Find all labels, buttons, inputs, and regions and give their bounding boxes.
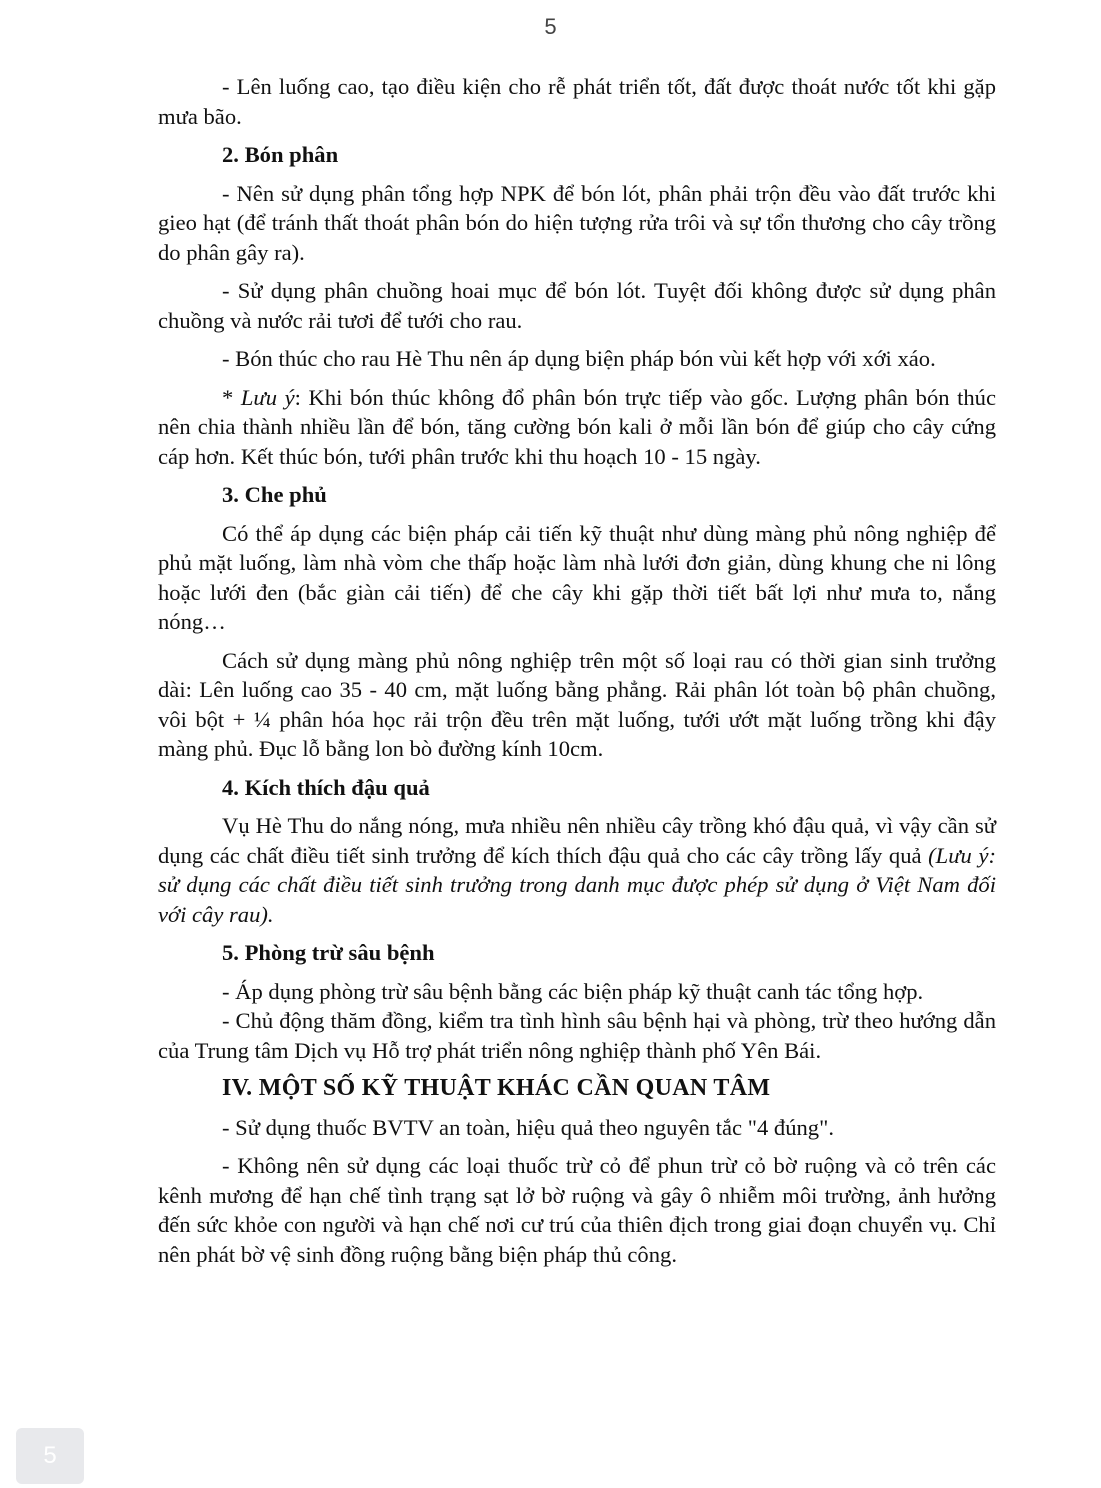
paragraph-raised-beds: - Lên luống cao, tạo điều kiện cho rễ phát triển tốt, đất được thoát nước tốt khi gặp mưa bão. [158, 74, 996, 129]
paragraph-mulch-usage: Cách sử dụng màng phủ nông nghiệp trên một số loại rau có thời gian sinh trưởng dài: Lên luống cao 35 - 40 cm, mặt luống bằng phẳng. Rải phân lót toàn bộ phân chuồng, vôi bột + ¼ phân hóa học rải trộn đều trên mặt luống, tưới ướt mặt luống trồng khi đậy màng phủ. Đục lỗ bằng lon bò đường kính 10cm. [158, 647, 996, 761]
page-number: 5 [544, 14, 557, 39]
note-label: Lưu ý [240, 384, 295, 410]
heading-pest-control: 5. Phòng trừ sâu bệnh [222, 940, 435, 965]
paragraph-topdressing: - Bón thúc cho rau Hè Thu nên áp dụng biện pháp bón vùi kết hợp với xới xáo. [222, 346, 936, 371]
paragraph-npk: - Nên sử dụng phân tổng hợp NPK để bón lót, phân phải trộn đều vào đất trước khi gieo hạt (để tránh thất thoát phân bón do hiện tượng rửa trôi và sự tổn thương cho cây trồng do phân gây ra). [158, 180, 996, 265]
fruit-setting-text: Vụ Hè Thu do nắng nóng, mưa nhiều nên nhiều cây trồng khó đậu quả, vì vậy cần sử dụng các chất điều tiết sinh trưởng để kích thích đậu quả cho các cây trồng lấy quả [158, 813, 996, 868]
paragraph-integrated-pest: - Áp dụng phòng trừ sâu bệnh bằng các biện pháp kỹ thuật canh tác tổng hợp. [222, 978, 924, 1004]
paragraph-manure: - Sử dụng phân chuồng hoai mục để bón lót. Tuyệt đối không được sử dụng phân chuồng và nước rải tươi để tưới cho rau. [158, 278, 996, 333]
note-text: : Khi bón thúc không đổ phân bón trực tiếp vào gốc. Lượng phân bón thúc nên chia thành nhiều lần để bón, tăng cường bón kali ở mỗi lần bón để giúp cho cây cứng cáp hơn. Kết thúc bón, tưới phân trước khi thu hoạch 10 - 15 ngày. [158, 384, 996, 469]
heading-fruit-setting: 4. Kích thích đậu quả [222, 774, 430, 800]
paragraph-pesticide-safety: - Sử dụng thuốc BVTV an toàn, hiệu quả theo nguyên tắc "4 đúng". [222, 1114, 834, 1140]
paragraph-note-fertilizer [158, 383, 996, 472]
heading-covering: 3. Che phủ [222, 482, 327, 507]
fruit-setting-note: (Lưu ý: sử dụng các chất điều tiết sinh trưởng trong danh mục được phép sử dụng ở Việt Nam đối với cây rau). [158, 842, 996, 927]
document-body [158, 72, 996, 1278]
note-prefix: * [222, 384, 241, 410]
heading-fertilizing: 2. Bón phân [222, 142, 339, 167]
paragraph-fruit-setting [158, 811, 996, 929]
heading-other-techniques: IV. MỘT SỐ KỸ THUẬT KHÁC CẦN QUAN TÂM [222, 1075, 771, 1101]
paragraph-covering-methods: Có thể áp dụng các biện pháp cải tiến kỹ thuật như dùng màng phủ nông nghiệp để phủ mặt luống, làm nhà vòm che thấp hoặc làm nhà lưới đơn giản, dùng khung che ni lông hoặc lưới đen (bắc giàn cải tiến) để che cây khi gặp thời tiết bất lợi như mưa to, nắng nóng… [158, 520, 996, 634]
page-indicator-badge[interactable]: 5 [16, 1428, 84, 1484]
paragraph-herbicide-warning: - Không nên sử dụng các loại thuốc trừ cỏ để phun trừ cỏ bờ ruộng và cỏ trên các kênh mương để hạn chế tình trạng sạt lở bờ ruộng và gây ô nhiễm môi trường, ảnh hưởng đến sức khỏe con người và hạn chế nơi cư trú của thiên địch trong giai đoạn chuyển vụ. Chỉ nên phát bờ vệ sinh đồng ruộng bằng biện pháp thủ công. [158, 1153, 996, 1267]
paragraph-field-inspection: - Chủ động thăm đồng, kiểm tra tình hình sâu bệnh hại và phòng, trừ theo hướng dẫn của Trung tâm Dịch vụ Hỗ trợ phát triển nông nghiệp thành phố Yên Bái. [158, 1008, 996, 1063]
